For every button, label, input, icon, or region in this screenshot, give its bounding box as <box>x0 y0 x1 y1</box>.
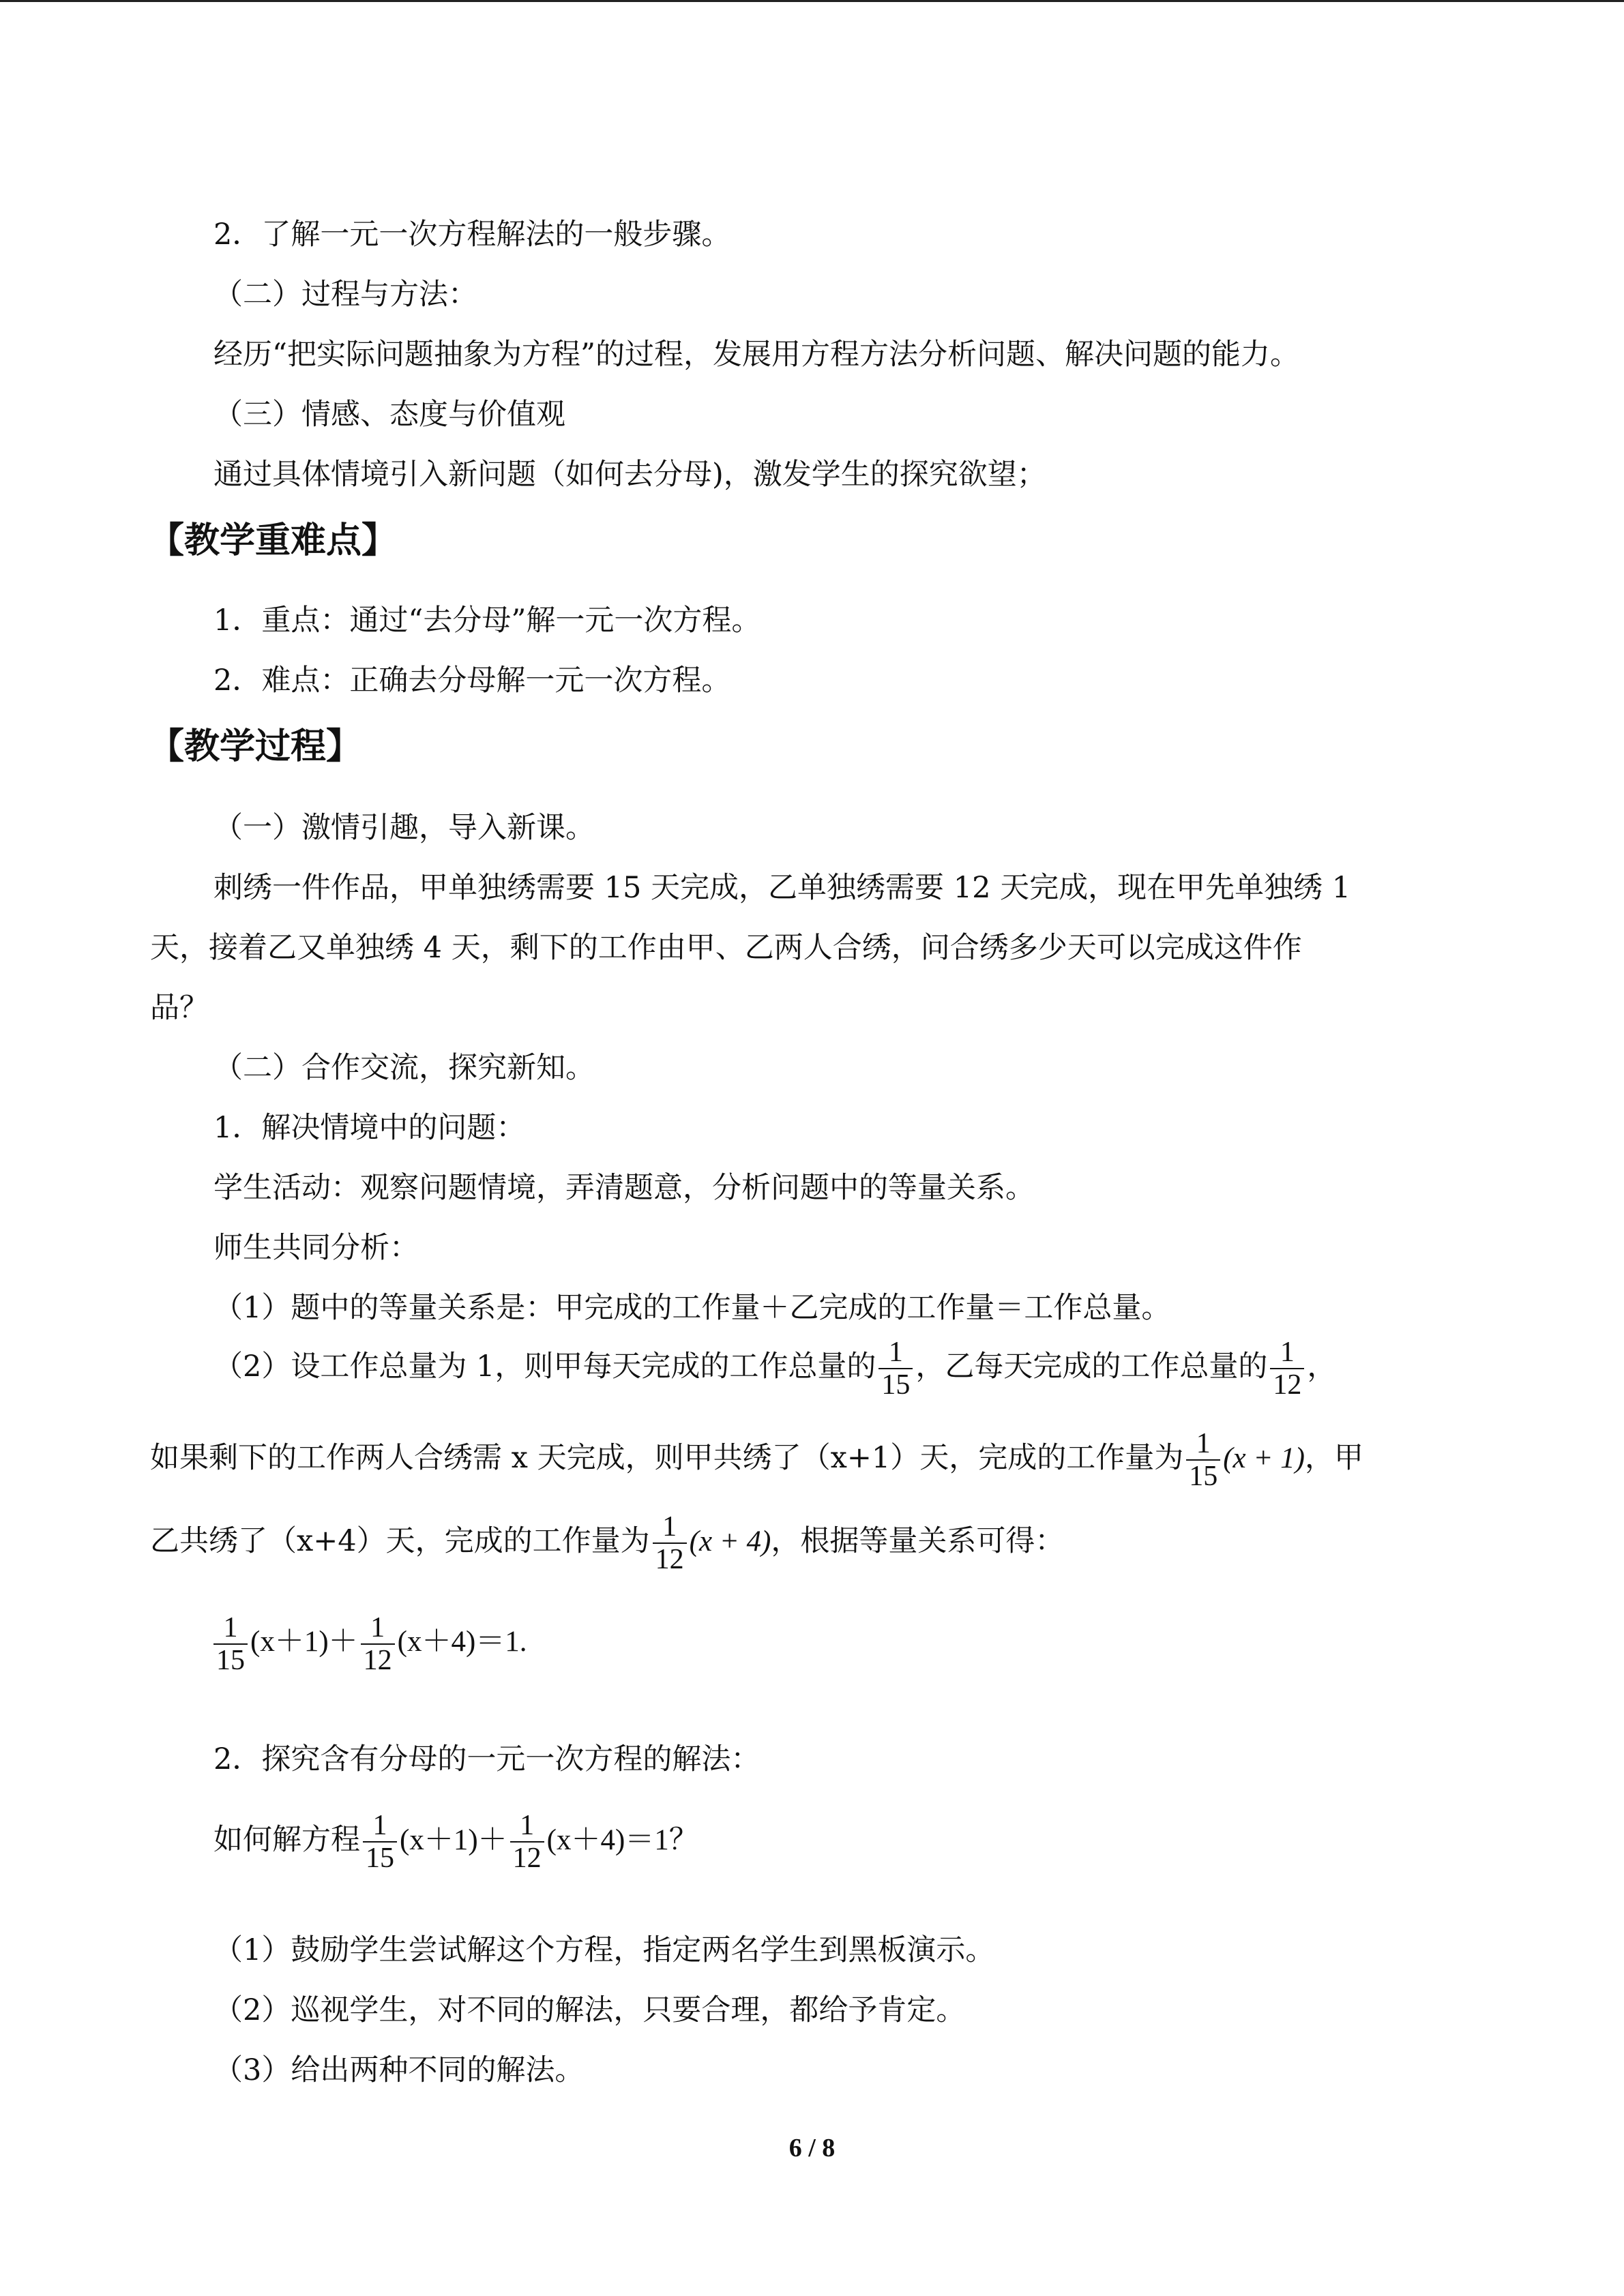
equation-line <box>213 1612 527 1676</box>
math-expression: (x＋1)＋ <box>250 1625 358 1658</box>
text-line: （二）合作交流，探究新知。 <box>213 1051 595 1085</box>
text-line: 师生共同分析： <box>213 1231 419 1265</box>
text-line-with-fractions <box>150 1511 1064 1575</box>
text-line: 经历“把实际问题抽象为方程”的过程，发展用方程方法分析问题、解决问题的能力。 <box>213 338 1299 372</box>
fraction-1-12 <box>653 1511 687 1575</box>
fraction-denominator: 12 <box>363 1645 392 1676</box>
fraction-denominator: 15 <box>881 1369 911 1401</box>
fraction-numerator: 1 <box>363 1810 397 1843</box>
text-line: 1．解决情境中的问题： <box>213 1111 526 1145</box>
text-line: 刺绣一件作品，甲单独绣需要 15 天完成，乙单独绣需要 12 天完成，现在甲先单独绣 1 <box>213 871 1351 905</box>
fraction-numerator: 1 <box>213 1612 248 1645</box>
text-line: 学生活动：观察问题情境，弄清题意，分析问题中的等量关系。 <box>213 1171 1035 1205</box>
text-line: 2．难点：正确去分母解一元一次方程。 <box>213 664 731 698</box>
fraction-1-15 <box>879 1337 913 1401</box>
math-expression: (x＋1)＋ <box>400 1824 507 1856</box>
section-heading: 【教学过程】 <box>149 726 362 767</box>
fraction-denominator: 15 <box>366 1843 394 1874</box>
fraction-numerator: 1 <box>361 1612 395 1645</box>
text-line: （1）题中的等量关系是：甲完成的工作量＋乙完成的工作量＝工作总量。 <box>213 1291 1171 1325</box>
text-segment: 如何解方程 <box>213 1823 360 1857</box>
text-segment: ，甲 <box>1304 1441 1363 1475</box>
fraction-numerator: 1 <box>510 1810 544 1843</box>
equation-line <box>213 1810 698 1874</box>
page-number: 6 / 8 <box>788 2134 836 2162</box>
text-segment: （2）设工作总量为 1，则甲每天完成的工作总量的 <box>213 1350 876 1384</box>
math-expression: (x＋4)＝1？ <box>546 1824 698 1856</box>
text-line: 2．探究含有分母的一元一次方程的解法： <box>213 1742 761 1776</box>
fraction-denominator: 15 <box>216 1645 245 1676</box>
fraction-denominator: 12 <box>512 1843 542 1874</box>
text-line: 1．重点：通过“去分母”解一元一次方程。 <box>213 603 761 638</box>
text-line: 品？ <box>150 991 209 1025</box>
fraction-numerator: 1 <box>879 1337 913 1369</box>
text-line-with-fractions <box>150 1428 1363 1492</box>
fraction-1-15 <box>1186 1428 1220 1492</box>
text-line: （1）鼓励学生尝试解这个方程，指定两名学生到黑板演示。 <box>213 1933 995 1967</box>
text-line: （3）给出两种不同的解法。 <box>213 2053 585 2087</box>
text-segment: ，乙每天完成的工作总量的 <box>915 1350 1268 1384</box>
page-top-border <box>0 0 1624 2</box>
text-segment: 乙共绣了（x+4）天，完成的工作量为 <box>150 1524 650 1558</box>
math-expression: (x + 1) <box>1223 1442 1305 1474</box>
fraction-denominator: 15 <box>1189 1461 1218 1492</box>
text-segment: ，根据等量关系可得： <box>771 1524 1065 1558</box>
fraction-1-12 <box>1270 1337 1304 1401</box>
section-heading: 【教学重难点】 <box>149 520 398 561</box>
fraction-numerator: 1 <box>1186 1428 1220 1461</box>
text-line-with-fractions <box>213 1337 1336 1401</box>
text-line: 天，接着乙又单独绣 4 天，剩下的工作由甲、乙两人合绣，问合绣多少天可以完成这件作 <box>150 931 1302 965</box>
text-segment: 如果剩下的工作两人合绣需 x 天完成，则甲共绣了（x+1）天，完成的工作量为 <box>150 1441 1184 1475</box>
text-line: （一）激情引趣，导入新课。 <box>213 811 595 845</box>
fraction-numerator: 1 <box>653 1511 687 1544</box>
fraction-numerator: 1 <box>1270 1337 1304 1369</box>
text-line: 2．了解一元一次方程解法的一般步骤。 <box>213 218 731 252</box>
fraction-1-12 <box>510 1810 544 1874</box>
math-expression: (x＋4)＝1. <box>397 1625 527 1658</box>
fraction-1-15 <box>363 1810 397 1874</box>
math-expression: (x + 4) <box>689 1525 771 1557</box>
fraction-denominator: 12 <box>655 1544 684 1575</box>
text-line: （二）过程与方法： <box>213 278 477 312</box>
text-line: 通过具体情境引入新问题（如何去分母)，激发学生的探究欲望； <box>213 458 1046 492</box>
text-line: （三）情感、态度与价值观 <box>213 398 565 432</box>
fraction-1-12 <box>361 1612 395 1676</box>
text-line: （2）巡视学生，对不同的解法，只要合理，都给予肯定。 <box>213 1993 966 2027</box>
fraction-1-15 <box>213 1612 248 1676</box>
text-segment: ， <box>1307 1350 1337 1384</box>
fraction-denominator: 12 <box>1273 1369 1302 1401</box>
